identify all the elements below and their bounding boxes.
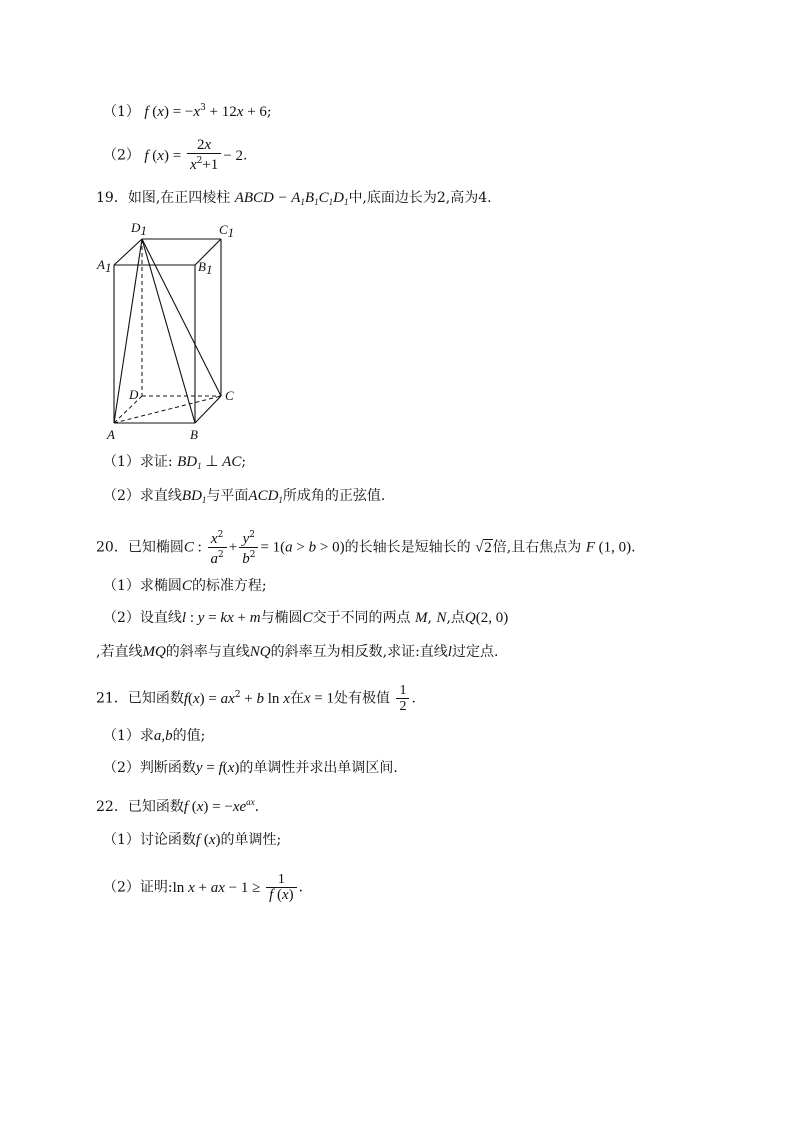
q20-part2-pre: 设直线	[139, 610, 182, 626]
q21-x-eq: x = 1	[303, 690, 334, 707]
q18-part1-formula: f $(x) = -x^3 + 12x + 6$	[144, 103, 267, 120]
q20-cont-l1: MQ	[142, 644, 166, 660]
q22-part1-tail: 的单调性;	[220, 832, 282, 848]
q22-part1-func: f (x)	[195, 832, 221, 848]
q20-sqrt2: √2	[475, 539, 492, 556]
q20-part2-point-N: N	[436, 610, 447, 626]
q19-part1-tail: ;	[241, 454, 247, 470]
q21-mid2: 处有极值	[334, 690, 390, 707]
q21-half: $\frac{1}{2}$	[396, 683, 409, 714]
q20-part1-tail: 的标准方程;	[191, 578, 267, 594]
q20-part2-line-eq: l : y = kx + m	[181, 610, 261, 626]
q21-part1-pre: 求	[139, 728, 154, 744]
q19-part2	[103, 486, 385, 510]
q20-part2-mid2: 交于不同的两点	[312, 610, 411, 626]
q20-part1	[103, 576, 267, 596]
vertex-label-B: B	[190, 427, 198, 442]
q22-part2-pre: 证明:	[139, 879, 173, 896]
q20-cont-line-l: l	[447, 644, 452, 660]
q20-part1-pre: 求椭圆	[139, 578, 182, 594]
q20-tail: 倍,且右焦点为	[492, 539, 582, 556]
q21-part1-vars: a,b	[153, 728, 173, 744]
q20-ellipse-eq: C	[183, 539, 194, 556]
q20-part2-cont	[96, 642, 498, 662]
q19-tail: 中,底面边长为2,高为4.	[348, 190, 492, 206]
q19-prism-name: ABCD − $A_1B_1C_1D_1$	[234, 190, 349, 207]
q20-mid: 的长轴长是短轴长的	[344, 539, 471, 556]
q19-part1-label: （1）	[103, 454, 140, 470]
q22-part1	[103, 830, 281, 850]
q20-part2-point-Q: Q(2, 0)	[464, 610, 509, 626]
q20-part1-label: （1）	[103, 578, 140, 594]
q19-head: 19．如图,在正四棱柱	[96, 190, 231, 206]
q19-part2-mid: 与平面	[206, 488, 249, 504]
q21-part2	[103, 758, 398, 778]
q20-part2-var: C	[302, 610, 313, 626]
q20-part2-mid: 与椭圆	[260, 610, 303, 626]
q21-stem: 21．已知函数$f(x) = ax^2 + b$ ln x在x = 1处有极值 $\frac{1}{2}$ .	[96, 683, 416, 714]
q20-cont-l2: NQ	[249, 644, 271, 660]
q22-part2: （2）证明:ln x + ax − 1 ≥ $\frac{1}{f (x)}$ .	[103, 872, 304, 903]
q18-part2-label: （2）	[103, 147, 140, 164]
q22-stem: 22．已知函数f $(x) = -xe^{ax}$.	[96, 797, 260, 815]
vertex-label-A1: A1	[97, 257, 112, 275]
vertex-label-C: C	[225, 388, 234, 403]
vertex-label-A: A	[107, 427, 115, 442]
q21-head: 21．已知函数	[96, 690, 184, 707]
q18-part2-formula: f (x) = $\frac{2x}{x^2+1}$ − 2	[144, 137, 244, 173]
q20-part2	[103, 608, 508, 628]
vertex-label-C1: C1	[219, 222, 235, 240]
q22-part2-inequality: ln x + ax − 1 ≥ $\frac{1}{f (x)}$	[173, 880, 299, 896]
q20-cont-tail: 过定点.	[451, 644, 499, 660]
vertex-label-B1: B1	[198, 259, 213, 277]
q20-cont-mid2: 的斜率互为相反数,求证:直线	[270, 644, 448, 660]
q22-head: 22．已知函数	[96, 799, 184, 815]
q20-part1-var: C	[181, 578, 192, 594]
q20-head: 20．已知椭圆	[96, 539, 184, 556]
q19-part2-plane: $ACD_1$	[248, 488, 283, 505]
q19-stem	[96, 188, 492, 212]
q21-part1	[103, 726, 205, 746]
q21-part2-tail: 的单调性并求出单调区间.	[239, 760, 398, 776]
q19-part1	[103, 452, 246, 476]
q19-prism-figure	[92, 215, 252, 445]
q19-part2-tail: 所成角的正弦值.	[282, 488, 386, 504]
q20-focus: F (1, 0)	[585, 539, 632, 556]
q20-stem: 20．已知椭圆C : $\frac{x^2}{a^2}$ + $\frac{y^2}{b^2}$ = 1(a > b > 0)的长轴长是短轴长的 √2倍,且右焦点为 F (1, 0).	[96, 530, 636, 567]
q18-part1-label: （1）	[103, 104, 140, 120]
q19-part2-line: $BD_1$	[181, 488, 207, 505]
q21-func: $f(x) = ax^2 + b$ ln x	[183, 689, 290, 707]
q22-part2-label: （2）	[103, 879, 140, 896]
q21-part2-func: y = f(x)	[195, 760, 240, 776]
q22-part1-label: （1）	[103, 832, 140, 848]
q19-part1-text: 求证:	[139, 454, 173, 470]
q21-part1-label: （1）	[103, 728, 140, 744]
q18-part2: （2） f (x) = $\frac{2x}{x^2+1}$ − 2.	[103, 137, 248, 173]
q20-part2-sep: ,	[427, 610, 432, 626]
q19-part1-formula: $BD_1$ ⊥ AC	[177, 454, 242, 471]
q21-mid: 在	[289, 690, 304, 707]
q20-part2-point-pre: ,点	[446, 610, 465, 626]
q21-part1-tail: 的值;	[172, 728, 206, 744]
q20-part2-label: （2）	[103, 610, 140, 626]
q18-part1: （1） f $(x) = -x^3 + 12x + 6$;	[103, 103, 272, 120]
q21-part2-label: （2）	[103, 760, 140, 776]
q20-part2-point-M: M	[415, 610, 428, 626]
vertex-label-D: D	[129, 387, 139, 402]
q22-func: f $(x) = -xe^{ax}$	[183, 797, 255, 815]
q19-part2-label: （2）	[103, 488, 140, 504]
q22-part1-pre: 讨论函数	[139, 832, 196, 848]
q21-part2-pre: 判断函数	[139, 760, 196, 776]
q20-cont-pre: ,若直线	[96, 644, 143, 660]
q19-part2-pre: 求直线	[139, 488, 182, 504]
q20-cont-mid: 的斜率与直线	[165, 644, 250, 660]
vertex-label-D1: D1	[131, 220, 147, 238]
